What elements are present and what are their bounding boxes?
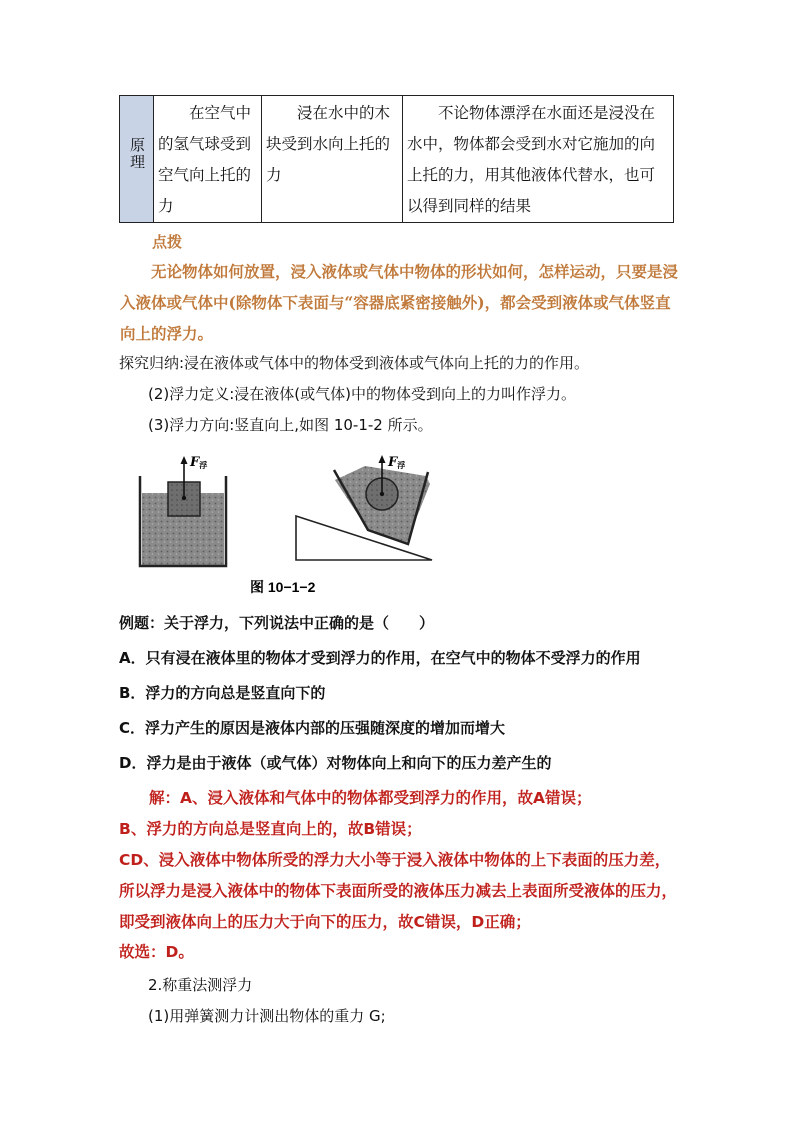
- section-title: 2.称重法测浮力: [148, 976, 253, 994]
- conclusion-direction: (3)浮力方向:竖直向上,如图 10-1-2 所示。: [148, 416, 433, 434]
- left-container: [140, 455, 226, 566]
- right-container: [296, 455, 432, 560]
- force-label-left: F: [190, 455, 200, 470]
- table-cell-balloon: 在空气中的氢气球受到空气向上托的力: [154, 96, 262, 223]
- force-label-right: F: [388, 455, 398, 470]
- solution-block: CD、浸入液体中物体所受的浮力大小等于浸入液体中物体的上下表面的压力差，所以浮力是浸入液体中的物体下表面所受的液体压力减去上表面所受液体的压力，即受到液体向上的压力大于向下的压力，故C错误，D正确；: [119, 851, 678, 931]
- conclusion-definition: (2)浮力定义:浸在液体(或气体)中的物体受到向上的力叫作浮力。: [148, 385, 577, 403]
- table-cell-wood: 浸在水中的木块受到水向上托的力: [262, 96, 403, 223]
- example-question: 例题：关于浮力，下列说法中正确的是（ ）: [119, 614, 435, 632]
- option-d: D．浮力是由于液体（或气体）对物体向上和向下的压力差产生的: [119, 754, 552, 772]
- figure-caption: 图 10−1−2: [250, 579, 316, 595]
- solution-answer: 故选：D。: [119, 943, 194, 961]
- tip-title: 点拨: [152, 233, 183, 251]
- tip-body: 无论物体如何放置，浸入液体或气体中物体的形状如何，怎样运动，只要是浸入液体或气体中(除物体下表面与“容器底紧密接触外)，都会受到液体或气体竖直向上的浮力。: [120, 262, 679, 343]
- table-cell-summary: 不论物体漂浮在水面还是浸没在水中，物体都会受到水对它施加的向上托的力，用其他液体代替水，也可以得到同样的结果: [403, 96, 674, 223]
- force-arrow-icon: [181, 456, 188, 464]
- svg-text:F浮: F浮: [190, 455, 208, 470]
- conclusion-summary: 探究归纳:浸在液体或气体中的物体受到液体或气体向上托的力的作用。: [119, 354, 590, 372]
- buoyancy-figure: [130, 448, 450, 608]
- table-header-cell: [120, 96, 154, 223]
- option-b: B．浮力的方向总是竖直向下的: [119, 684, 326, 702]
- table-header-label: 原理: [128, 136, 146, 171]
- solution-line-1: 解：A、浸入液体和气体中的物体都受到浮力的作用，故A错误；: [149, 789, 592, 807]
- svg-text:F浮: F浮: [388, 455, 406, 470]
- option-c: C．浮力产生的原因是液体内部的压强随深度的增加而增大: [119, 719, 506, 737]
- section-step-1: (1)用弹簧测力计测出物体的重力 G;: [148, 1007, 386, 1025]
- solution-line-2: B、浮力的方向总是竖直向上的，故B错误；: [119, 820, 422, 838]
- principle-table: [119, 95, 674, 223]
- option-a: A．只有浸在液体里的物体才受到浮力的作用，在空气中的物体不受浮力的作用: [119, 649, 641, 667]
- force-arrow-icon: [379, 455, 386, 463]
